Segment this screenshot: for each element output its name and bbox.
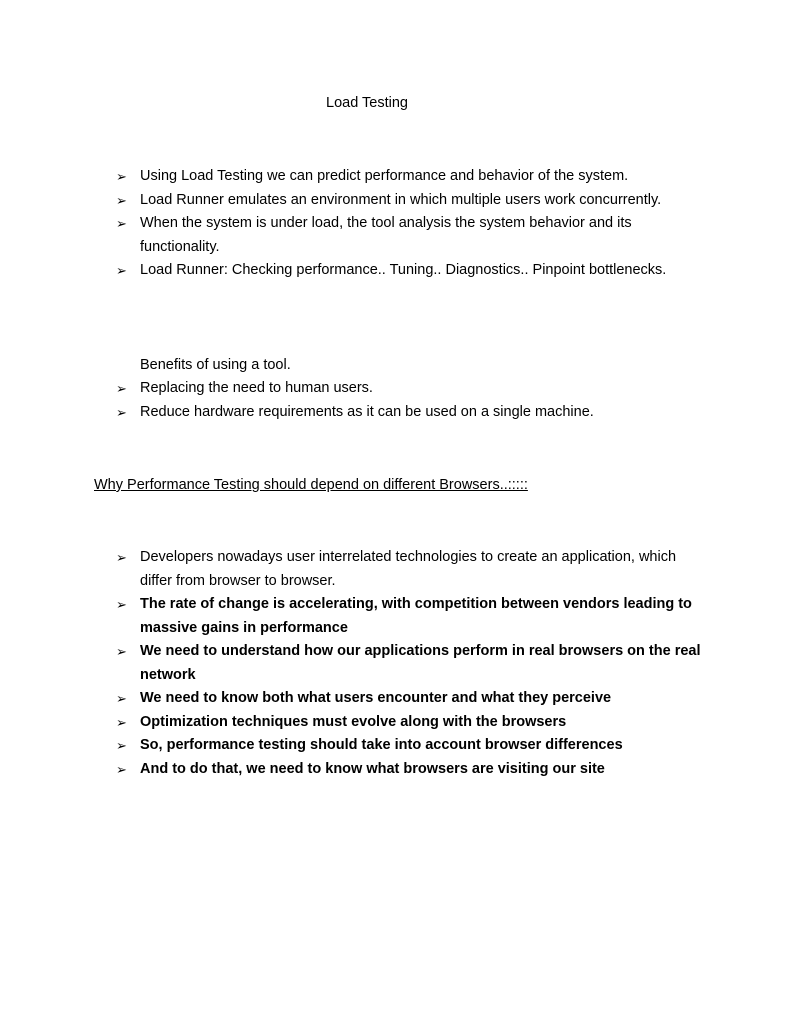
arrow-bullet-icon: ➢ [116, 597, 127, 612]
arrow-bullet-icon: ➢ [116, 761, 127, 777]
list-item-text: And to do that, we need to know what browsers are visiting our site [140, 760, 605, 777]
list-item [114, 401, 714, 425]
list-item [114, 212, 714, 259]
list-item [114, 758, 704, 782]
list-item [114, 711, 704, 735]
list-item-text: Optimization techniques must evolve along with the browsers [140, 713, 567, 730]
arrow-bullet-icon: ➢ [116, 691, 127, 706]
list-item [114, 189, 714, 213]
arrow-bullet-icon: ➢ [116, 169, 127, 184]
load-testing-list [114, 165, 714, 283]
list-item-text: We need to know both what users encounter and what they perceive [140, 690, 612, 706]
document-title: Load Testing [326, 95, 408, 111]
list-item-text: The rate of change is accelerating, with competition between vendors leading to massive gains in performance [140, 596, 692, 636]
arrow-bullet-icon: ➢ [116, 404, 127, 420]
arrow-bullet-icon: ➢ [116, 381, 127, 396]
benefits-list [114, 377, 714, 424]
list-item-text: Reduce hardware requirements as it can be used on a single machine. [140, 403, 594, 420]
list-item [114, 640, 704, 687]
list-item [114, 734, 704, 758]
arrow-bullet-icon: ➢ [116, 216, 127, 231]
arrow-bullet-icon: ➢ [116, 192, 127, 208]
list-item-text: Load Runner: Checking performance.. Tuning.. Diagnostics.. Pinpoint bottlenecks. [140, 262, 667, 278]
list-item [114, 546, 704, 593]
list-item-text: Using Load Testing we can predict performance and behavior of the system. [140, 168, 629, 184]
list-item [114, 165, 714, 189]
list-item [114, 259, 714, 283]
list-item-text: We need to understand how our applications perform in real browsers on the real network [140, 643, 701, 683]
list-item-text: Replacing the need to human users. [140, 380, 373, 396]
list-item-text: Load Runner emulates an environment in which multiple users work concurrently. [140, 191, 662, 208]
arrow-bullet-icon: ➢ [116, 550, 127, 565]
arrow-bullet-icon: ➢ [116, 714, 127, 730]
arrow-bullet-icon: ➢ [116, 644, 127, 659]
browsers-section-heading: Why Performance Testing should depend on different Browsers..::::: [94, 477, 528, 493]
arrow-bullet-icon: ➢ [116, 738, 127, 753]
list-item-text: So, performance testing should take into account browser differences [140, 737, 623, 753]
list-item [114, 377, 714, 401]
browsers-list [114, 546, 704, 781]
list-item-text: Developers nowadays user interrelated technologies to create an application, which differ from browser to browser. [140, 549, 677, 589]
list-item [114, 687, 704, 711]
list-item-text: When the system is under load, the tool analysis the system behavior and its functionality. [140, 215, 632, 255]
list-item [114, 593, 704, 640]
benefits-heading: Benefits of using a tool. [140, 357, 291, 373]
arrow-bullet-icon: ➢ [116, 263, 127, 278]
